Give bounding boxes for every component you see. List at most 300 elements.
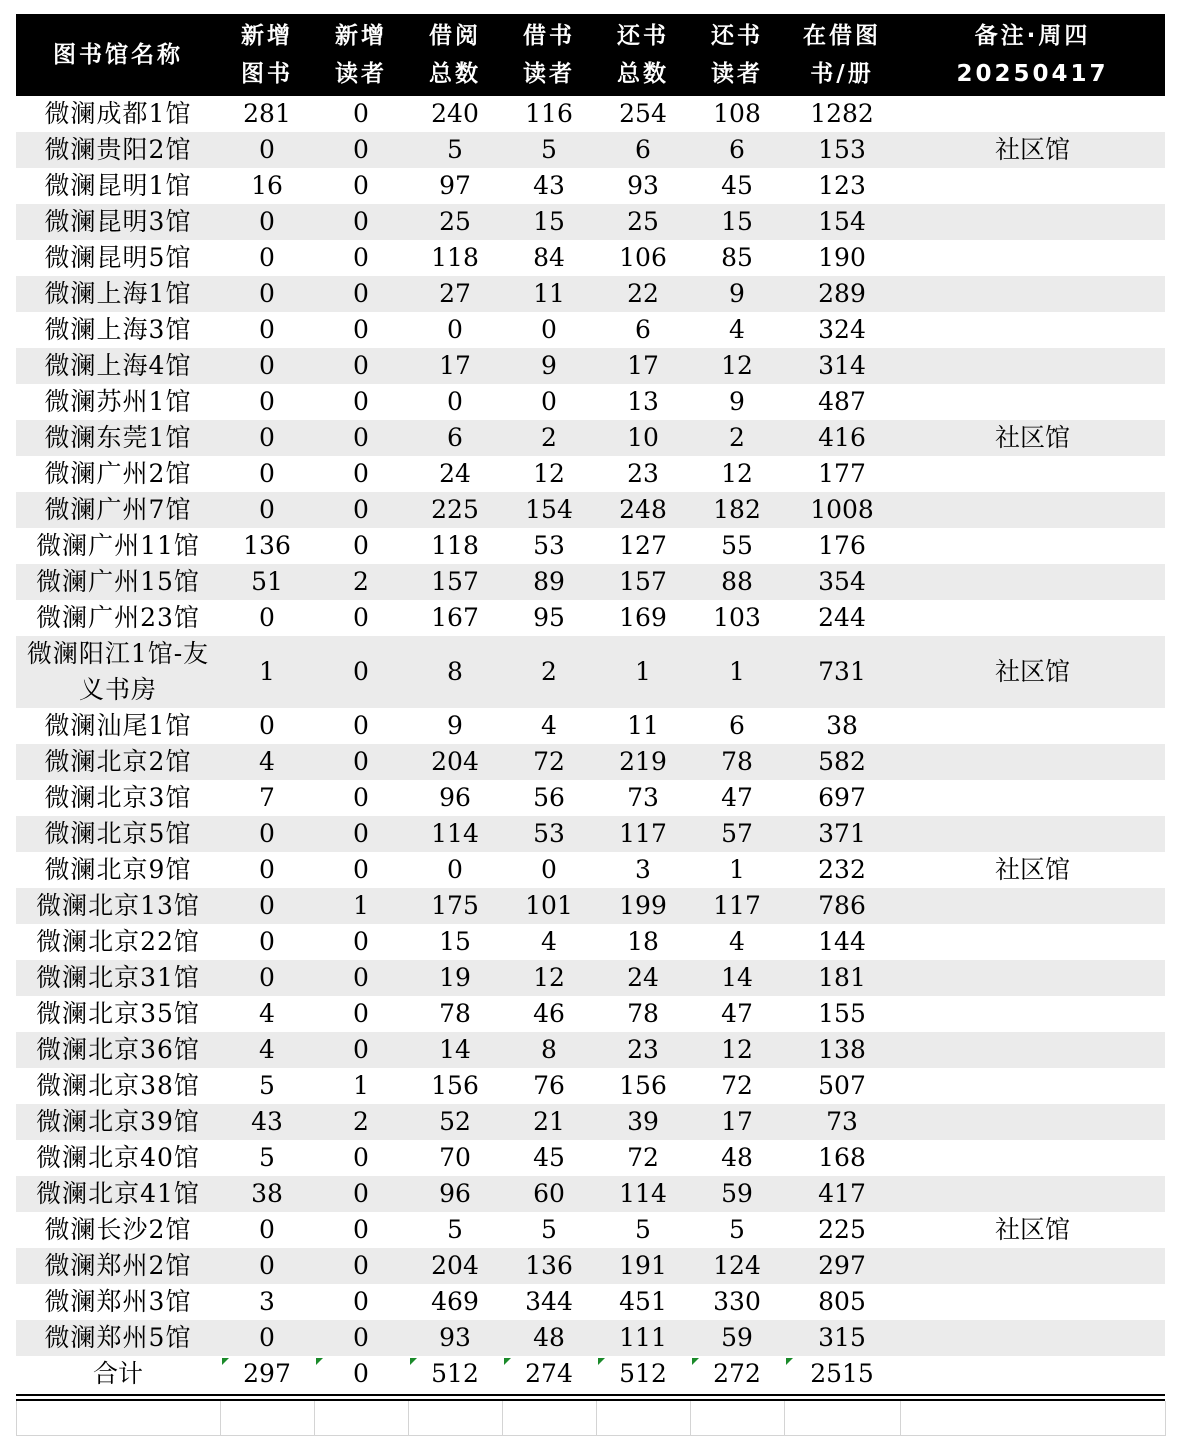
cell-new-books[interactable]: 4 xyxy=(259,999,275,1028)
cell-borrow-total[interactable]: 97 xyxy=(439,171,471,200)
cell-borrow-total[interactable]: 469 xyxy=(431,1287,479,1316)
cell-new-books[interactable]: 0 xyxy=(220,348,314,384)
cell-on-loan[interactable]: 314 xyxy=(784,348,900,384)
cell-new-readers[interactable]: 0 xyxy=(314,348,408,384)
cell-return-total[interactable]: 111 xyxy=(596,1320,690,1356)
cell-new-readers[interactable]: 0 xyxy=(353,387,369,416)
total-borrow-total[interactable] xyxy=(408,1356,502,1392)
cell-new-readers[interactable]: 0 xyxy=(353,243,369,272)
cell-new-books[interactable]: 0 xyxy=(259,855,275,884)
cell-return-total[interactable]: 93 xyxy=(627,171,659,200)
cell-return-readers[interactable]: 85 xyxy=(721,243,753,272)
header-return-total[interactable]: 还书 总数 xyxy=(596,14,690,96)
empty-cell[interactable] xyxy=(409,1401,503,1436)
total-on-loan[interactable] xyxy=(784,1356,900,1392)
cell-on-loan[interactable]: 507 xyxy=(818,1071,866,1100)
header-remarks[interactable]: 备注·周四 20250417 xyxy=(900,14,1165,96)
cell-borrow-readers[interactable]: 344 xyxy=(525,1287,573,1316)
cell-library-name[interactable]: 微澜上海4馆 xyxy=(16,348,220,384)
cell-borrow-readers[interactable]: 46 xyxy=(533,999,565,1028)
empty-cell[interactable] xyxy=(315,1401,409,1436)
cell-borrow-readers[interactable]: 95 xyxy=(533,603,565,632)
cell-borrow-readers[interactable]: 48 xyxy=(502,1320,596,1356)
cell-remarks[interactable] xyxy=(900,348,1165,384)
cell-new-readers[interactable]: 0 xyxy=(314,960,408,996)
cell-new-readers[interactable]: 0 xyxy=(353,315,369,344)
cell-new-books[interactable]: 3 xyxy=(259,1287,275,1316)
cell-borrow-total[interactable]: 204 xyxy=(408,744,502,780)
cell-new-books[interactable]: 0 xyxy=(220,132,314,168)
cell-library-name[interactable]: 微澜广州11馆 xyxy=(36,531,200,560)
cell-new-books[interactable]: 0 xyxy=(259,459,275,488)
cell-borrow-total[interactable]: 17 xyxy=(408,348,502,384)
cell-return-total[interactable]: 72 xyxy=(627,1143,659,1172)
cell-borrow-readers[interactable]: 0 xyxy=(541,315,557,344)
cell-return-total[interactable]: 254 xyxy=(619,99,667,128)
total-borrow-readers[interactable] xyxy=(502,1356,596,1392)
cell-new-readers[interactable]: 0 xyxy=(314,1248,408,1284)
cell-remarks[interactable] xyxy=(900,1140,1165,1176)
cell-borrow-total[interactable]: 0 xyxy=(447,315,463,344)
cell-borrow-readers[interactable]: 45 xyxy=(533,1143,565,1172)
cell-remarks[interactable]: 社区馆 xyxy=(900,636,1165,708)
cell-return-readers[interactable]: 15 xyxy=(690,204,784,240)
cell-remarks[interactable]: 社区馆 xyxy=(994,855,1070,884)
header-new-readers[interactable]: 新增 读者 xyxy=(314,14,408,96)
cell-new-books[interactable]: 4 xyxy=(220,744,314,780)
cell-borrow-total[interactable]: 5 xyxy=(408,132,502,168)
cell-borrow-total[interactable]: 19 xyxy=(408,960,502,996)
cell-remarks[interactable] xyxy=(900,1284,1165,1320)
cell-new-readers[interactable]: 0 xyxy=(314,744,408,780)
cell-remarks[interactable] xyxy=(900,600,1165,636)
empty-cell[interactable] xyxy=(691,1401,785,1436)
cell-new-books[interactable]: 0 xyxy=(259,603,275,632)
cell-return-total[interactable]: 169 xyxy=(619,603,667,632)
cell-new-books[interactable]: 16 xyxy=(251,171,283,200)
cell-return-total[interactable]: 127 xyxy=(619,531,667,560)
cell-new-readers[interactable]: 0 xyxy=(353,1143,369,1172)
cell-return-readers[interactable]: 330 xyxy=(713,1287,761,1316)
cell-return-readers[interactable]: 1 xyxy=(690,636,784,708)
cell-library-name[interactable]: 微澜昆明3馆 xyxy=(16,204,220,240)
cell-new-readers[interactable]: 0 xyxy=(353,1287,369,1316)
cell-on-loan[interactable]: 582 xyxy=(784,744,900,780)
cell-borrow-total[interactable]: 8 xyxy=(408,636,502,708)
cell-remarks[interactable] xyxy=(900,312,1165,348)
cell-return-total[interactable]: 23 xyxy=(596,1032,690,1068)
cell-borrow-readers[interactable]: 84 xyxy=(533,243,565,272)
cell-borrow-total[interactable]: 96 xyxy=(439,783,471,812)
cell-borrow-total[interactable]: 204 xyxy=(408,1248,502,1284)
cell-return-readers[interactable]: 57 xyxy=(690,816,784,852)
cell-on-loan[interactable]: 805 xyxy=(818,1287,866,1316)
cell-on-loan[interactable]: 232 xyxy=(818,855,866,884)
cell-new-books[interactable]: 0 xyxy=(220,276,314,312)
cell-remarks[interactable] xyxy=(900,924,1165,960)
cell-borrow-total[interactable]: 52 xyxy=(408,1104,502,1140)
cell-library-name[interactable]: 微澜郑州5馆 xyxy=(16,1320,220,1356)
cell-on-loan[interactable]: 154 xyxy=(784,204,900,240)
cell-new-books[interactable]: 38 xyxy=(220,1176,314,1212)
cell-return-readers[interactable]: 5 xyxy=(729,1215,745,1244)
cell-remarks[interactable] xyxy=(900,276,1165,312)
cell-new-readers[interactable]: 0 xyxy=(353,711,369,740)
cell-library-name[interactable]: 微澜北京13馆 xyxy=(16,888,220,924)
cell-remarks[interactable] xyxy=(900,708,1165,744)
cell-borrow-total[interactable]: 0 xyxy=(447,387,463,416)
cell-borrow-readers[interactable]: 2 xyxy=(502,636,596,708)
cell-borrow-readers[interactable]: 154 xyxy=(502,492,596,528)
cell-return-total[interactable]: 73 xyxy=(627,783,659,812)
cell-borrow-total[interactable]: 118 xyxy=(431,531,479,560)
cell-return-total[interactable]: 18 xyxy=(627,927,659,956)
cell-return-readers[interactable]: 55 xyxy=(721,531,753,560)
cell-remarks[interactable] xyxy=(900,240,1165,276)
cell-borrow-readers[interactable]: 43 xyxy=(533,171,565,200)
cell-borrow-readers[interactable]: 0 xyxy=(541,855,557,884)
cell-remarks[interactable] xyxy=(900,456,1165,492)
cell-new-readers[interactable]: 0 xyxy=(353,99,369,128)
cell-new-books[interactable]: 0 xyxy=(259,315,275,344)
cell-library-name[interactable]: 微澜昆明5馆 xyxy=(44,243,192,272)
empty-cell[interactable] xyxy=(785,1401,901,1436)
cell-return-total[interactable]: 24 xyxy=(596,960,690,996)
cell-return-total[interactable]: 6 xyxy=(596,132,690,168)
cell-return-readers[interactable]: 9 xyxy=(690,276,784,312)
cell-borrow-readers[interactable]: 12 xyxy=(502,960,596,996)
cell-return-total[interactable]: 106 xyxy=(619,243,667,272)
cell-library-name[interactable]: 微澜北京35馆 xyxy=(36,999,200,1028)
cell-library-name[interactable]: 微澜北京36馆 xyxy=(16,1032,220,1068)
cell-return-readers[interactable]: 1 xyxy=(729,855,745,884)
cell-borrow-readers[interactable]: 136 xyxy=(502,1248,596,1284)
cell-borrow-readers[interactable]: 0 xyxy=(541,387,557,416)
cell-on-loan[interactable]: 324 xyxy=(818,315,866,344)
cell-new-readers[interactable]: 0 xyxy=(314,816,408,852)
cell-library-name[interactable]: 微澜汕尾1馆 xyxy=(44,711,192,740)
empty-cell[interactable] xyxy=(221,1401,315,1436)
header-borrow-readers[interactable]: 借书 读者 xyxy=(502,14,596,96)
cell-return-readers[interactable]: 117 xyxy=(690,888,784,924)
cell-new-readers[interactable]: 0 xyxy=(314,636,408,708)
cell-remarks[interactable] xyxy=(900,816,1165,852)
cell-return-readers[interactable]: 12 xyxy=(690,1032,784,1068)
cell-on-loan[interactable]: 487 xyxy=(818,387,866,416)
cell-new-books[interactable]: 0 xyxy=(220,816,314,852)
cell-new-readers[interactable]: 0 xyxy=(353,603,369,632)
cell-return-total[interactable]: 156 xyxy=(619,1071,667,1100)
cell-new-books[interactable]: 0 xyxy=(220,420,314,456)
cell-library-name[interactable]: 微澜广州23馆 xyxy=(36,603,200,632)
cell-library-name[interactable]: 微澜东莞1馆 xyxy=(16,420,220,456)
cell-return-readers[interactable]: 59 xyxy=(690,1320,784,1356)
cell-library-name[interactable]: 微澜长沙2馆 xyxy=(44,1215,192,1244)
cell-return-total[interactable]: 219 xyxy=(596,744,690,780)
cell-new-books[interactable]: 0 xyxy=(220,492,314,528)
cell-new-readers[interactable]: 1 xyxy=(353,1071,369,1100)
cell-library-name[interactable]: 微澜郑州2馆 xyxy=(16,1248,220,1284)
cell-remarks[interactable] xyxy=(900,888,1165,924)
cell-return-total[interactable]: 3 xyxy=(635,855,651,884)
cell-on-loan[interactable]: 731 xyxy=(784,636,900,708)
empty-cell[interactable] xyxy=(597,1401,691,1436)
cell-new-readers[interactable]: 0 xyxy=(353,171,369,200)
cell-return-readers[interactable]: 14 xyxy=(690,960,784,996)
cell-borrow-readers[interactable]: 4 xyxy=(541,711,557,740)
cell-return-total[interactable]: 17 xyxy=(596,348,690,384)
cell-remarks[interactable]: 社区馆 xyxy=(994,1215,1070,1244)
cell-library-name[interactable]: 微澜苏州1馆 xyxy=(44,387,192,416)
cell-return-readers[interactable]: 12 xyxy=(721,459,753,488)
cell-new-readers[interactable]: 0 xyxy=(314,492,408,528)
cell-new-books[interactable]: 0 xyxy=(220,1248,314,1284)
cell-borrow-readers[interactable]: 12 xyxy=(533,459,565,488)
cell-library-name[interactable]: 微澜北京40馆 xyxy=(36,1143,200,1172)
cell-remarks[interactable] xyxy=(900,1032,1165,1068)
cell-library-name[interactable]: 微澜郑州3馆 xyxy=(44,1287,192,1316)
cell-borrow-total[interactable]: 96 xyxy=(408,1176,502,1212)
cell-new-books[interactable]: 5 xyxy=(259,1071,275,1100)
cell-on-loan[interactable]: 168 xyxy=(818,1143,866,1172)
header-on-loan[interactable]: 在借图 书/册 xyxy=(784,14,900,96)
empty-cell[interactable] xyxy=(17,1401,221,1436)
cell-return-total[interactable]: 22 xyxy=(596,276,690,312)
cell-on-loan[interactable]: 177 xyxy=(818,459,866,488)
cell-new-books[interactable]: 0 xyxy=(220,204,314,240)
cell-return-readers[interactable]: 6 xyxy=(690,132,784,168)
cell-borrow-readers[interactable]: 5 xyxy=(541,1215,557,1244)
cell-borrow-readers[interactable]: 5 xyxy=(502,132,596,168)
total-return-total[interactable] xyxy=(596,1356,690,1392)
cell-borrow-total[interactable]: 78 xyxy=(439,999,471,1028)
cell-library-name[interactable]: 微澜北京5馆 xyxy=(16,816,220,852)
cell-borrow-total[interactable]: 70 xyxy=(439,1143,471,1172)
cell-new-books[interactable]: 1 xyxy=(220,636,314,708)
cell-on-loan[interactable]: 123 xyxy=(818,171,866,200)
cell-on-loan[interactable]: 73 xyxy=(784,1104,900,1140)
cell-new-readers[interactable]: 0 xyxy=(314,1176,408,1212)
cell-borrow-total[interactable]: 118 xyxy=(431,243,479,272)
cell-return-readers[interactable]: 45 xyxy=(721,171,753,200)
cell-new-books[interactable]: 0 xyxy=(220,960,314,996)
cell-on-loan[interactable]: 697 xyxy=(818,783,866,812)
cell-return-readers[interactable]: 48 xyxy=(721,1143,753,1172)
cell-remarks[interactable] xyxy=(900,1248,1165,1284)
cell-remarks[interactable] xyxy=(900,1104,1165,1140)
cell-new-books[interactable]: 0 xyxy=(259,387,275,416)
cell-on-loan[interactable]: 138 xyxy=(784,1032,900,1068)
header-library-name[interactable]: 图书馆名称 xyxy=(16,14,220,96)
cell-library-name[interactable]: 微澜成都1馆 xyxy=(44,99,192,128)
cell-new-readers[interactable]: 0 xyxy=(314,1032,408,1068)
cell-borrow-readers[interactable]: 4 xyxy=(541,927,557,956)
empty-cell[interactable] xyxy=(503,1401,597,1436)
cell-new-books[interactable]: 136 xyxy=(243,531,291,560)
cell-on-loan[interactable]: 181 xyxy=(784,960,900,996)
cell-remarks[interactable] xyxy=(900,168,1165,204)
cell-on-loan[interactable]: 190 xyxy=(818,243,866,272)
cell-return-readers[interactable]: 4 xyxy=(729,315,745,344)
cell-new-books[interactable]: 0 xyxy=(259,927,275,956)
cell-new-books[interactable]: 0 xyxy=(259,1215,275,1244)
cell-return-readers[interactable]: 124 xyxy=(690,1248,784,1284)
cell-new-readers[interactable]: 0 xyxy=(353,855,369,884)
cell-borrow-total[interactable]: 15 xyxy=(439,927,471,956)
cell-on-loan[interactable]: 354 xyxy=(784,564,900,600)
cell-borrow-readers[interactable]: 21 xyxy=(502,1104,596,1140)
cell-new-readers[interactable]: 0 xyxy=(314,420,408,456)
cell-remarks[interactable] xyxy=(900,204,1165,240)
cell-return-total[interactable]: 199 xyxy=(596,888,690,924)
cell-remarks[interactable] xyxy=(900,492,1165,528)
cell-return-readers[interactable]: 9 xyxy=(729,387,745,416)
cell-return-readers[interactable]: 88 xyxy=(690,564,784,600)
cell-borrow-readers[interactable]: 76 xyxy=(533,1071,565,1100)
cell-new-readers[interactable]: 0 xyxy=(353,999,369,1028)
cell-new-books[interactable]: 4 xyxy=(220,1032,314,1068)
cell-on-loan[interactable]: 38 xyxy=(826,711,858,740)
cell-borrow-total[interactable]: 24 xyxy=(439,459,471,488)
cell-new-books[interactable]: 281 xyxy=(243,99,291,128)
cell-remarks[interactable] xyxy=(900,1176,1165,1212)
cell-return-total[interactable]: 10 xyxy=(596,420,690,456)
cell-new-readers[interactable]: 2 xyxy=(314,1104,408,1140)
cell-borrow-total[interactable]: 9 xyxy=(447,711,463,740)
cell-borrow-readers[interactable]: 72 xyxy=(502,744,596,780)
cell-return-readers[interactable]: 108 xyxy=(713,99,761,128)
cell-return-total[interactable]: 39 xyxy=(596,1104,690,1140)
total-remarks[interactable] xyxy=(900,1356,1165,1392)
cell-new-books[interactable]: 51 xyxy=(220,564,314,600)
cell-borrow-total[interactable]: 93 xyxy=(408,1320,502,1356)
cell-return-readers[interactable]: 78 xyxy=(690,744,784,780)
header-borrow-total[interactable]: 借阅 总数 xyxy=(408,14,502,96)
cell-new-readers[interactable]: 0 xyxy=(314,132,408,168)
cell-library-name[interactable]: 微澜北京9馆 xyxy=(44,855,192,884)
cell-return-total[interactable]: 248 xyxy=(596,492,690,528)
cell-borrow-total[interactable]: 157 xyxy=(408,564,502,600)
cell-remarks[interactable] xyxy=(900,744,1165,780)
cell-library-name[interactable]: 微澜北京39馆 xyxy=(16,1104,220,1140)
cell-remarks[interactable] xyxy=(900,1320,1165,1356)
cell-borrow-total[interactable]: 156 xyxy=(431,1071,479,1100)
cell-new-readers[interactable]: 0 xyxy=(353,1215,369,1244)
cell-borrow-readers[interactable]: 56 xyxy=(533,783,565,812)
cell-borrow-total[interactable]: 6 xyxy=(408,420,502,456)
cell-library-name[interactable]: 微澜上海3馆 xyxy=(44,315,192,344)
cell-return-readers[interactable]: 6 xyxy=(729,711,745,740)
cell-on-loan[interactable]: 144 xyxy=(818,927,866,956)
empty-cell[interactable] xyxy=(901,1401,1166,1436)
cell-return-readers[interactable]: 59 xyxy=(690,1176,784,1212)
cell-on-loan[interactable]: 416 xyxy=(784,420,900,456)
cell-return-readers[interactable]: 2 xyxy=(690,420,784,456)
cell-library-name[interactable]: 微澜北京38馆 xyxy=(36,1071,200,1100)
cell-return-total[interactable]: 451 xyxy=(619,1287,667,1316)
cell-new-books[interactable]: 43 xyxy=(220,1104,314,1140)
cell-on-loan[interactable]: 176 xyxy=(818,531,866,560)
cell-remarks[interactable] xyxy=(900,564,1165,600)
cell-library-name[interactable]: 微澜北京3馆 xyxy=(44,783,192,812)
cell-new-readers[interactable]: 0 xyxy=(314,1320,408,1356)
cell-on-loan[interactable]: 786 xyxy=(784,888,900,924)
cell-return-total[interactable]: 6 xyxy=(635,315,651,344)
cell-new-readers[interactable]: 2 xyxy=(314,564,408,600)
cell-return-total[interactable]: 25 xyxy=(596,204,690,240)
cell-remarks[interactable]: 社区馆 xyxy=(900,420,1165,456)
cell-borrow-readers[interactable]: 2 xyxy=(502,420,596,456)
cell-library-name[interactable]: 微澜北京2馆 xyxy=(16,744,220,780)
total-new-readers[interactable] xyxy=(314,1356,408,1392)
cell-library-name[interactable]: 微澜广州15馆 xyxy=(16,564,220,600)
cell-new-readers[interactable]: 1 xyxy=(314,888,408,924)
cell-remarks[interactable] xyxy=(900,996,1165,1032)
cell-return-readers[interactable]: 182 xyxy=(690,492,784,528)
cell-on-loan[interactable]: 297 xyxy=(784,1248,900,1284)
cell-return-total[interactable]: 191 xyxy=(596,1248,690,1284)
cell-new-books[interactable]: 7 xyxy=(259,783,275,812)
cell-remarks[interactable] xyxy=(900,1068,1165,1104)
cell-return-total[interactable]: 5 xyxy=(635,1215,651,1244)
cell-remarks[interactable] xyxy=(900,528,1165,564)
cell-new-readers[interactable]: 0 xyxy=(353,459,369,488)
cell-borrow-readers[interactable]: 15 xyxy=(502,204,596,240)
cell-library-name[interactable]: 微澜广州7馆 xyxy=(16,492,220,528)
cell-new-readers[interactable]: 0 xyxy=(314,276,408,312)
cell-return-total[interactable]: 23 xyxy=(627,459,659,488)
cell-return-total[interactable]: 11 xyxy=(627,711,659,740)
cell-return-total[interactable]: 1 xyxy=(596,636,690,708)
cell-borrow-total[interactable]: 0 xyxy=(447,855,463,884)
cell-on-loan[interactable]: 244 xyxy=(818,603,866,632)
total-library-name[interactable] xyxy=(16,1356,220,1392)
cell-return-total[interactable]: 114 xyxy=(596,1176,690,1212)
cell-library-name[interactable]: 微澜北京41馆 xyxy=(16,1176,220,1212)
cell-return-readers[interactable]: 17 xyxy=(690,1104,784,1140)
cell-borrow-readers[interactable]: 60 xyxy=(502,1176,596,1212)
cell-borrow-total[interactable]: 114 xyxy=(408,816,502,852)
cell-on-loan[interactable]: 225 xyxy=(818,1215,866,1244)
cell-return-total[interactable]: 13 xyxy=(627,387,659,416)
cell-borrow-readers[interactable]: 9 xyxy=(502,348,596,384)
cell-new-books[interactable]: 0 xyxy=(259,243,275,272)
cell-return-total[interactable]: 78 xyxy=(627,999,659,1028)
cell-borrow-readers[interactable]: 89 xyxy=(502,564,596,600)
cell-new-readers[interactable]: 0 xyxy=(353,531,369,560)
cell-library-name[interactable]: 微澜昆明1馆 xyxy=(44,171,192,200)
cell-library-name[interactable]: 微澜广州2馆 xyxy=(44,459,192,488)
cell-return-total[interactable]: 117 xyxy=(596,816,690,852)
header-return-readers[interactable]: 还书 读者 xyxy=(690,14,784,96)
cell-new-readers[interactable]: 0 xyxy=(314,204,408,240)
cell-remarks[interactable] xyxy=(900,384,1165,420)
cell-new-books[interactable]: 5 xyxy=(259,1143,275,1172)
cell-on-loan[interactable]: 371 xyxy=(784,816,900,852)
cell-borrow-total[interactable]: 175 xyxy=(408,888,502,924)
cell-library-name[interactable]: 微澜北京31馆 xyxy=(16,960,220,996)
cell-borrow-readers[interactable]: 11 xyxy=(502,276,596,312)
header-new-books[interactable]: 新增 图书 xyxy=(220,14,314,96)
cell-borrow-total[interactable]: 225 xyxy=(408,492,502,528)
cell-library-name[interactable]: 微澜贵阳2馆 xyxy=(16,132,220,168)
cell-on-loan[interactable]: 417 xyxy=(784,1176,900,1212)
cell-borrow-total[interactable]: 167 xyxy=(431,603,479,632)
cell-on-loan[interactable]: 1282 xyxy=(810,99,874,128)
cell-borrow-total[interactable]: 25 xyxy=(408,204,502,240)
cell-borrow-readers[interactable]: 8 xyxy=(502,1032,596,1068)
cell-borrow-readers[interactable]: 101 xyxy=(502,888,596,924)
